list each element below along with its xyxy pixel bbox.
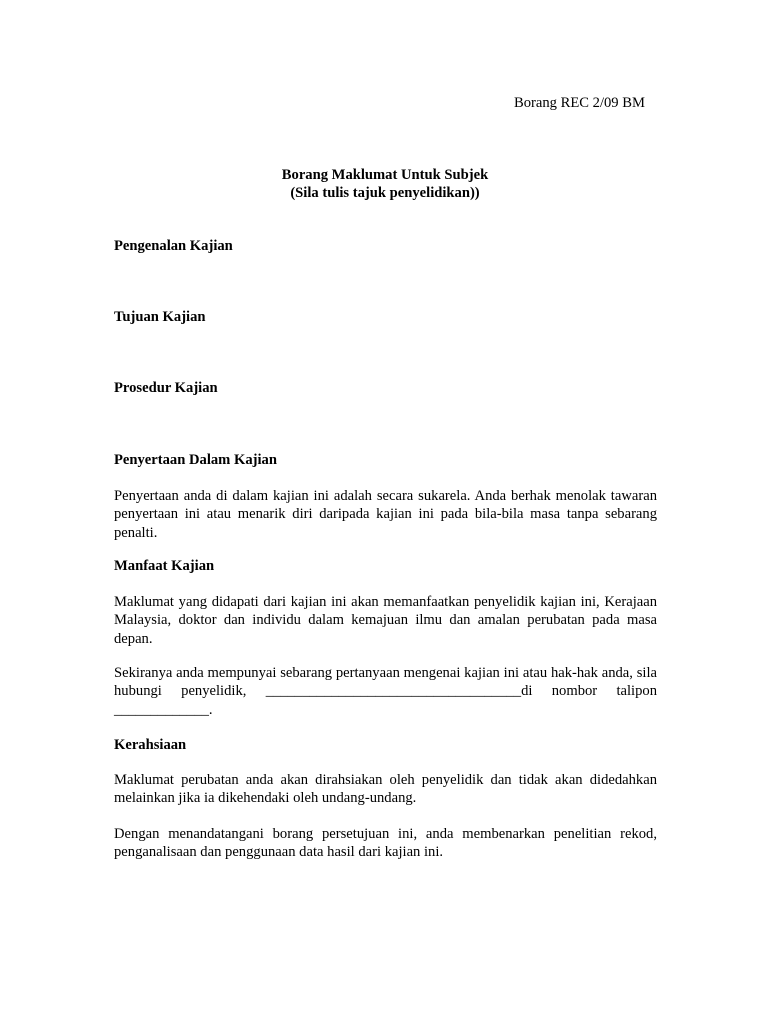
introduction-heading: Pengenalan Kajian [114,238,233,254]
title-line-2: (Sila tulis tajuk penyelidikan)) [290,185,480,201]
participation-paragraph: Penyertaan anda di dalam kajian ini adalah secara sukarela. Anda berhak menolak tawaran penyertaan ini atau menarik diri daripada kajian ini pada bila-bila masa tanpa sebarang penalti. [114,488,657,541]
benefit-paragraph: Maklumat yang didapati dari kajian ini akan memanfaatkan penyelidik kajian ini, Kerajaan Malaysia, doktor dan individu dalam kemajuan ilmu dan amalan perubatan pada masa depan. [114,594,657,647]
participation-heading: Penyertaan Dalam Kajian [114,452,277,468]
consent-paragraph: Dengan menandatangani borang persetujuan ini, anda membenarkan penelitian rekod, penganalisaan dan penggunaan data hasil dari kajian ini. [114,826,657,861]
confidentiality-paragraph: Maklumat perubatan anda akan dirahsiakan oleh penyelidik dan tidak akan didedahkan melainkan jika ia dikehendaki oleh undang-undang. [114,772,657,807]
title-line-1: Borang Maklumat Untuk Subjek [281,167,489,183]
objective-heading: Tujuan Kajian [114,309,206,325]
contact-paragraph: Sekiranya anda mempunyai sebarang pertanyaan mengenai kajian ini atau hak-hak anda, sila hubungi penyelidik, ___________________________________di nombor talipon _____________. [114,665,657,718]
document-title [0,166,770,202]
procedure-heading: Prosedur Kajian [114,380,218,396]
confidentiality-heading: Kerahsiaan [114,737,187,753]
form-code: Borang REC 2/09 BM [514,95,645,111]
benefit-heading: Manfaat Kajian [114,558,215,574]
